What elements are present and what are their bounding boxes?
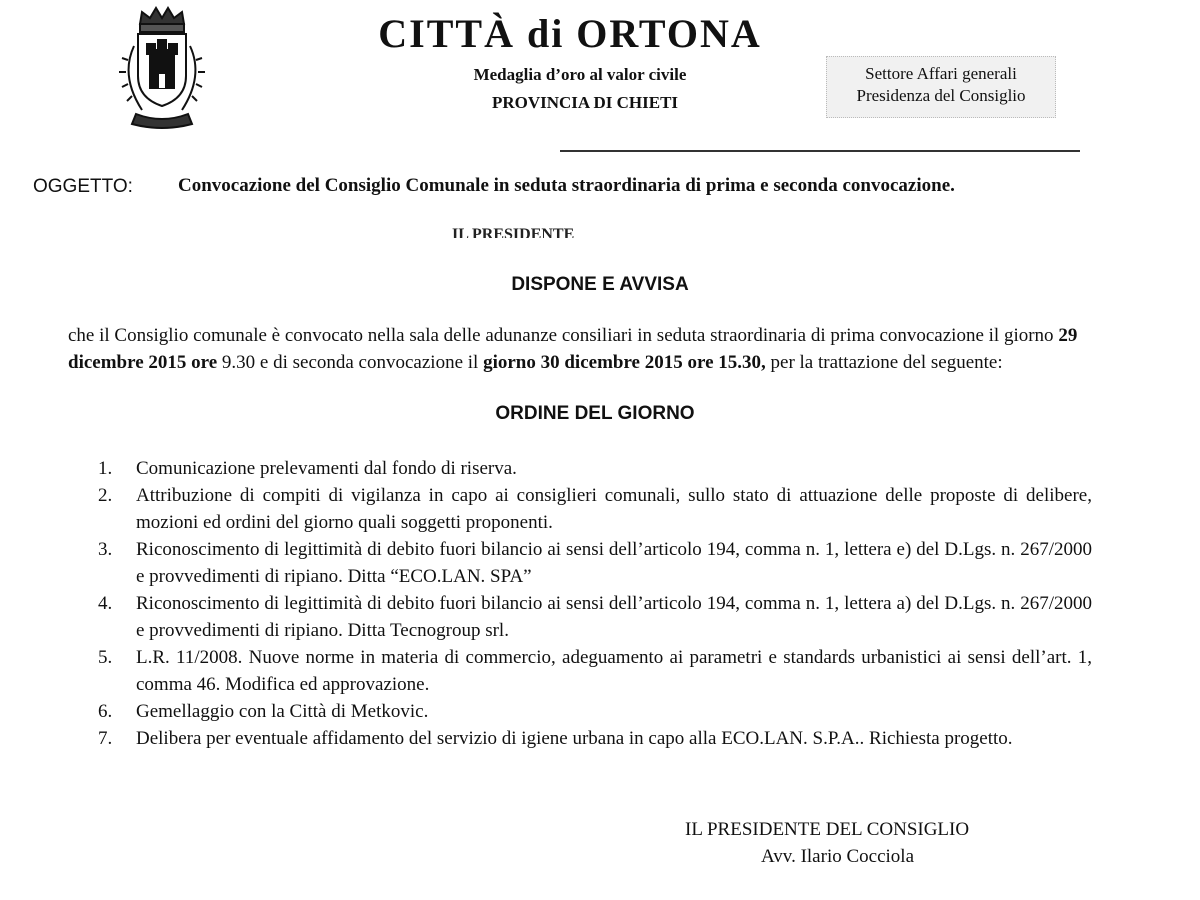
- signature-name: Avv. Ilario Cocciola: [761, 846, 915, 867]
- header-divider: [560, 150, 1080, 152]
- city-crest-logo: [112, 6, 212, 134]
- agenda-number: 6.: [98, 701, 113, 722]
- agenda-item: [98, 482, 1092, 536]
- agenda-item: [98, 590, 1092, 644]
- intro-date-2: giorno 30 dicembre 2015 ore: [483, 352, 714, 373]
- agenda-item: [98, 536, 1092, 590]
- office-stamp: [826, 56, 1056, 118]
- agenda-number: 4.: [98, 593, 113, 614]
- dispone-heading: DISPONE E AVVISA: [511, 274, 689, 295]
- agenda-number: 2.: [98, 485, 113, 506]
- office-line-1: Settore Affari generali: [865, 64, 1017, 83]
- clipped-heading: IL PRESIDENTE: [452, 226, 575, 238]
- intro-date-1: 29 dicembre 2015 ore: [68, 325, 1078, 373]
- agenda-text: Gemellaggio con la Città di Metkovic.: [136, 701, 429, 722]
- agenda-text: Riconoscimento di legittimità di debito fuori bilancio ai sensi dell’articolo 194, comma n. 1, lettera e) del D.Lgs. n. 267/2000 e provvedimenti di ripiano. Ditta “ECO.LAN. SPA”: [136, 539, 1092, 587]
- ordine-heading: ORDINE DEL GIORNO: [495, 403, 695, 424]
- intro-part-3: per la trattazione del seguente:: [765, 352, 1003, 373]
- letterhead: [330, 10, 810, 114]
- province-line: PROVINCIA DI CHIETI: [491, 93, 679, 112]
- intro-paragraph: [68, 322, 1092, 376]
- intro-time-1: 9.30: [217, 352, 260, 373]
- agenda-text: Riconoscimento di legittimità di debito fuori bilancio ai sensi dell’articolo 194, comma n. 1, lettera a) del D.Lgs. n. 267/2000 e provvedimenti di ripiano. Ditta Tecnogroup srl.: [136, 593, 1092, 641]
- intro-time-2: 15.30,: [713, 352, 766, 373]
- agenda-number: 3.: [98, 539, 113, 560]
- agenda-item: [98, 455, 1092, 482]
- subject-label: OGGETTO:: [33, 176, 133, 197]
- agenda-number: 7.: [98, 728, 113, 749]
- office-line-2: Presidenza del Consiglio: [856, 86, 1026, 105]
- agenda-number: 5.: [98, 647, 113, 668]
- agenda-item: [98, 725, 1092, 752]
- city-title: CITTÀ di ORTONA: [378, 11, 762, 56]
- signature-block: [685, 816, 1045, 870]
- agenda-item: [98, 644, 1092, 698]
- agenda-text: Attribuzione di compiti di vigilanza in capo ai consiglieri comunali, sullo stato di attuazione delle proposte di delibere, mozioni ed ordini del giorno quali soggetti proponenti.: [136, 485, 1092, 533]
- agenda-text: L.R. 11/2008. Nuove norme in materia di commercio, adeguamento ai parametri e standards urbanistici ai sensi dell’art. 1, comma 46. Modifica ed approvazione.: [136, 647, 1092, 695]
- agenda-list: [98, 455, 1092, 752]
- agenda-text: Delibera per eventuale affidamento del servizio di igiene urbana in capo alla ECO.LAN. S.P.A.. Richiesta progetto.: [136, 728, 1013, 749]
- signature-title: IL PRESIDENTE DEL CONSIGLIO: [685, 819, 970, 840]
- intro-part-2: e di seconda convocazione il: [259, 352, 484, 373]
- medal-line: Medaglia d’oro al valor civile: [473, 65, 687, 84]
- agenda-number: 1.: [98, 458, 113, 479]
- agenda-item: [98, 698, 1092, 725]
- agenda-text: Comunicazione prelevamenti dal fondo di riserva.: [136, 458, 517, 479]
- subject-text: Convocazione del Consiglio Comunale in seduta straordinaria di prima e seconda convocazione.: [178, 175, 955, 196]
- intro-part-1: che il Consiglio comunale è convocato nella sala delle adunanze consiliari in seduta straordinaria di prima convocazione il giorno: [68, 325, 1059, 346]
